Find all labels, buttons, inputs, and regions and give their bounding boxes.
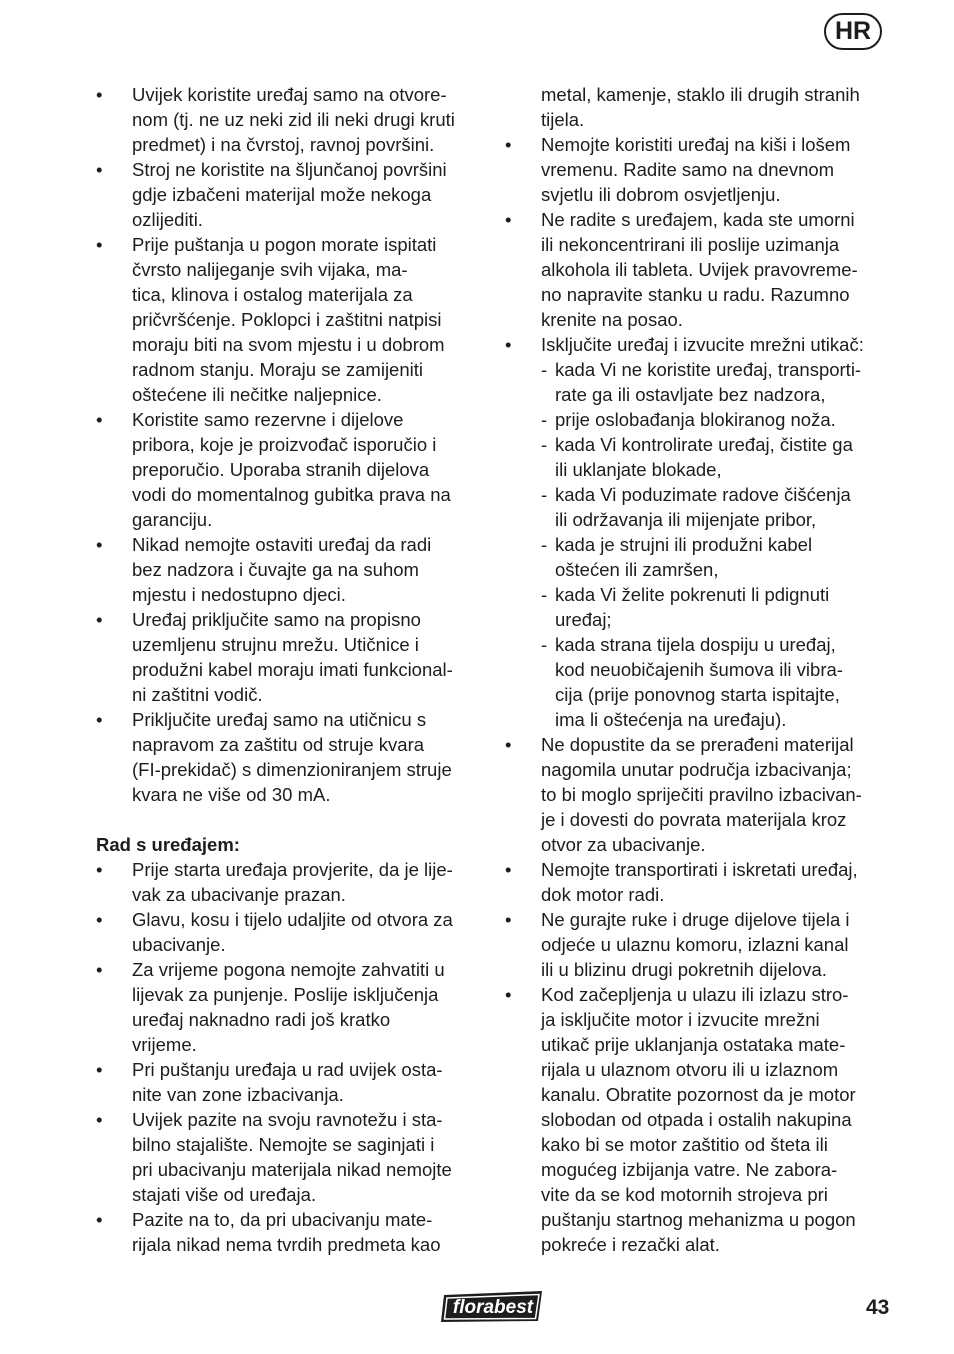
sub-list xyxy=(505,357,905,732)
dash-marker: - xyxy=(541,434,548,455)
right-column xyxy=(505,82,905,1257)
list-item-text: Za vrijeme pogona nemojte zahvatiti u lijevak za punjenje. Poslije isključenja uređaj naknadno radi još kratko vrijeme. xyxy=(132,959,445,1055)
bullet-icon: • xyxy=(505,134,512,155)
list-item-text: Prije puštanja u pogon morate ispitati čvrsto nalijeganje svih vijaka, ma- tica, klinova i ostalog materijala za pričvršćenje. Poklopci i zaštitni natpisi moraju biti na svom mjestu i u dobrom radnom stanju. Moraju se zamijeniti oštećene ili nečitke naljepnice. xyxy=(132,234,445,405)
bullet-icon: • xyxy=(96,1059,103,1080)
bullet-icon: • xyxy=(96,609,103,630)
language-code: HR xyxy=(834,17,872,45)
sub-list-item xyxy=(541,532,905,582)
sub-list-item-text: kada Vi poduzimate radove čišćenja ili održavanja ili mijenjate pribor, xyxy=(555,484,851,530)
bullet-icon: • xyxy=(505,734,512,755)
list-item xyxy=(96,82,488,157)
sub-list-item-text: kada strana tijela dospiju u uređaj, kod neuobičajenih šumova ili vibra- cija (prije ponovnog starta ispitajte, ima li oštećenja na uređaju). xyxy=(555,634,843,730)
sub-list-item xyxy=(541,357,905,407)
language-badge xyxy=(824,13,882,50)
logo-wordmark: florabest xyxy=(452,1297,534,1318)
right-list-b xyxy=(505,732,905,1257)
list-item xyxy=(505,132,905,207)
bullet-icon: • xyxy=(96,84,103,105)
list-item xyxy=(505,332,905,357)
list-item-text: Koristite samo rezervne i dijelove pribora, koje je proizvođač isporučio i preporučio. Uporaba stranih dijelova vodi do momentalnog gubitka prava na garanciju. xyxy=(132,409,451,530)
bullet-icon: • xyxy=(96,234,103,255)
dash-marker: - xyxy=(541,484,548,505)
list-item xyxy=(96,607,488,707)
list-item xyxy=(96,1207,488,1257)
dash-marker: - xyxy=(541,359,548,380)
right-list-a xyxy=(505,132,905,357)
list-item-text: Priključite uređaj samo na utičnicu s napravom za zaštitu od struje kvara (FI-prekidač) s dimenzioniranjem struje kvara ne više od 30 mA. xyxy=(132,709,452,805)
list-item xyxy=(505,857,905,907)
bullet-icon: • xyxy=(96,159,103,180)
list-item xyxy=(96,707,488,807)
list-item xyxy=(505,982,905,1257)
list-item xyxy=(96,957,488,1057)
list-item-text: Ne gurajte ruke i druge dijelove tijela i odjeće u ulaznu komoru, izlazni kanal ili u blizinu drugi pokretnih dijelova. xyxy=(541,909,850,980)
sub-list-item-text: kada je strujni ili produžni kabel oštećen ili zamršen, xyxy=(555,534,813,580)
bullet-icon: • xyxy=(96,409,103,430)
dash-marker: - xyxy=(541,409,548,430)
bullet-icon: • xyxy=(505,909,512,930)
bullet-icon: • xyxy=(505,859,512,880)
dash-marker: - xyxy=(541,584,548,605)
page-number: 43 xyxy=(866,1296,890,1319)
list-item xyxy=(505,732,905,857)
list-item-text: Ne dopustite da se prerađeni materijal nagomila unutar područja izbacivanja; to bi moglo spriječiti pravilno izbacivan- je i dovesti do povrata materijala kroz otvor za ubacivanje. xyxy=(541,734,862,855)
bullet-icon: • xyxy=(96,1109,103,1130)
bullet-icon: • xyxy=(505,984,512,1005)
florabest-logo xyxy=(438,1287,548,1325)
list-item-text: Nemojte transportirati i iskretati uređaj, dok motor radi. xyxy=(541,859,858,905)
list-item xyxy=(96,407,488,532)
bullet-icon: • xyxy=(96,709,103,730)
bullet-icon: • xyxy=(505,334,512,355)
list-item-text: Prije starta uređaja provjerite, da je lije- vak za ubacivanje prazan. xyxy=(132,859,453,905)
list-item xyxy=(96,157,488,232)
sub-list-item xyxy=(541,482,905,532)
dash-marker: - xyxy=(541,534,548,555)
list-item xyxy=(96,907,488,957)
list-item xyxy=(96,232,488,407)
sub-list-item xyxy=(541,632,905,732)
sub-list-item-text: kada Vi kontrolirate uređaj, čistite ga ili uklanjate blokade, xyxy=(555,434,853,480)
bullet-icon: • xyxy=(505,209,512,230)
section-heading: Rad s uređajem: xyxy=(96,834,240,855)
list-item xyxy=(96,857,488,907)
list-item-text: Uvijek pazite na svoju ravnotežu i sta- bilno stajalište. Nemojte se saginjati i pri ubacivanju materijala nikad nemojte stajati više od uređaja. xyxy=(132,1109,452,1205)
bullet-icon: • xyxy=(96,1209,103,1230)
bullet-icon: • xyxy=(96,909,103,930)
dash-marker: - xyxy=(541,634,548,655)
list-item-text: Isključite uređaj i izvucite mrežni utikač: xyxy=(541,334,864,355)
list-item xyxy=(96,532,488,607)
continued-text: metal, kamenje, staklo ili drugih stranih tijela. xyxy=(541,84,860,130)
list-item xyxy=(96,1107,488,1207)
list-item-text: Pazite na to, da pri ubacivanju mate- rijala nikad nema tvrdih predmeta kao xyxy=(132,1209,441,1255)
sub-list-item xyxy=(541,407,905,432)
bullet-icon: • xyxy=(96,859,103,880)
sub-list-item-text: kada Vi želite pokrenuti li pdignuti uređaj; xyxy=(555,584,830,630)
list-item-text: Kod začepljenja u ulazu ili izlazu stro- ja isključite motor i izvucite mrežni utikač prije uklanjanja ostataka mate- rijala u ulaznom otvoru ili u izlaznom kanalu. Obratite pozornost da je motor slobodan od otpada i ostalih nakupina kako bi se motor zaštitio od šteta ili mogućeg izbijanja vatre. Ne zabora- vite da se kod motornih strojeva pri puštanju startnog mehanizma u pogon pokreće i rezački alat. xyxy=(541,984,856,1255)
bullet-icon: • xyxy=(96,534,103,555)
list-item xyxy=(505,207,905,332)
list-item-text: Uređaj priključite samo na propisno uzemljenu strujnu mrežu. Utičnice i produžni kabel moraju imati funkcional- ni zaštitni vodič. xyxy=(132,609,453,705)
list-item-text: Uvijek koristite uređaj samo na otvore- nom (tj. ne uz neki zid ili neki drugi kruti predmet) i na čvrstoj, ravnoj površini. xyxy=(132,84,455,155)
list-item-text: Pri puštanju uređaja u rad uvijek osta- nite van zone izbacivanja. xyxy=(132,1059,443,1105)
sub-list-item xyxy=(541,582,905,632)
list-item xyxy=(505,907,905,982)
bullet-icon: • xyxy=(96,959,103,980)
list-item-text: Nemojte koristiti uređaj na kiši i lošem vremenu. Radite samo na dnevnom svjetlu ili dobrom osvjetljenju. xyxy=(541,134,851,205)
list-item-text: Nikad nemojte ostaviti uređaj da radi bez nadzora i čuvajte ga na suhom mjestu i nedostupno djeci. xyxy=(132,534,432,605)
list-item-text: Stroj ne koristite na šljunčanoj površini gdje izbačeni materijal može nekoga ozlijediti. xyxy=(132,159,447,230)
sub-list-item-text: kada Vi ne koristite uređaj, transporti- rate ga ili ostavljate bez nadzora, xyxy=(555,359,862,405)
left-list-after xyxy=(96,857,488,1257)
sub-list-item xyxy=(541,432,905,482)
list-item-text: Glavu, kosu i tijelo udaljite od otvora za ubacivanje. xyxy=(132,909,453,955)
sub-list-item-text: prije oslobađanja blokiranog noža. xyxy=(555,409,836,430)
left-column xyxy=(96,82,488,1257)
list-item xyxy=(96,1057,488,1107)
list-item-text: Ne radite s uređajem, kada ste umorni ili nekoncentrirani ili poslije uzimanja alkohola ili tableta. Uvijek pravovreme- no napravite stanku u radu. Razumno krenite na posao. xyxy=(541,209,858,330)
left-list-before xyxy=(96,82,488,807)
